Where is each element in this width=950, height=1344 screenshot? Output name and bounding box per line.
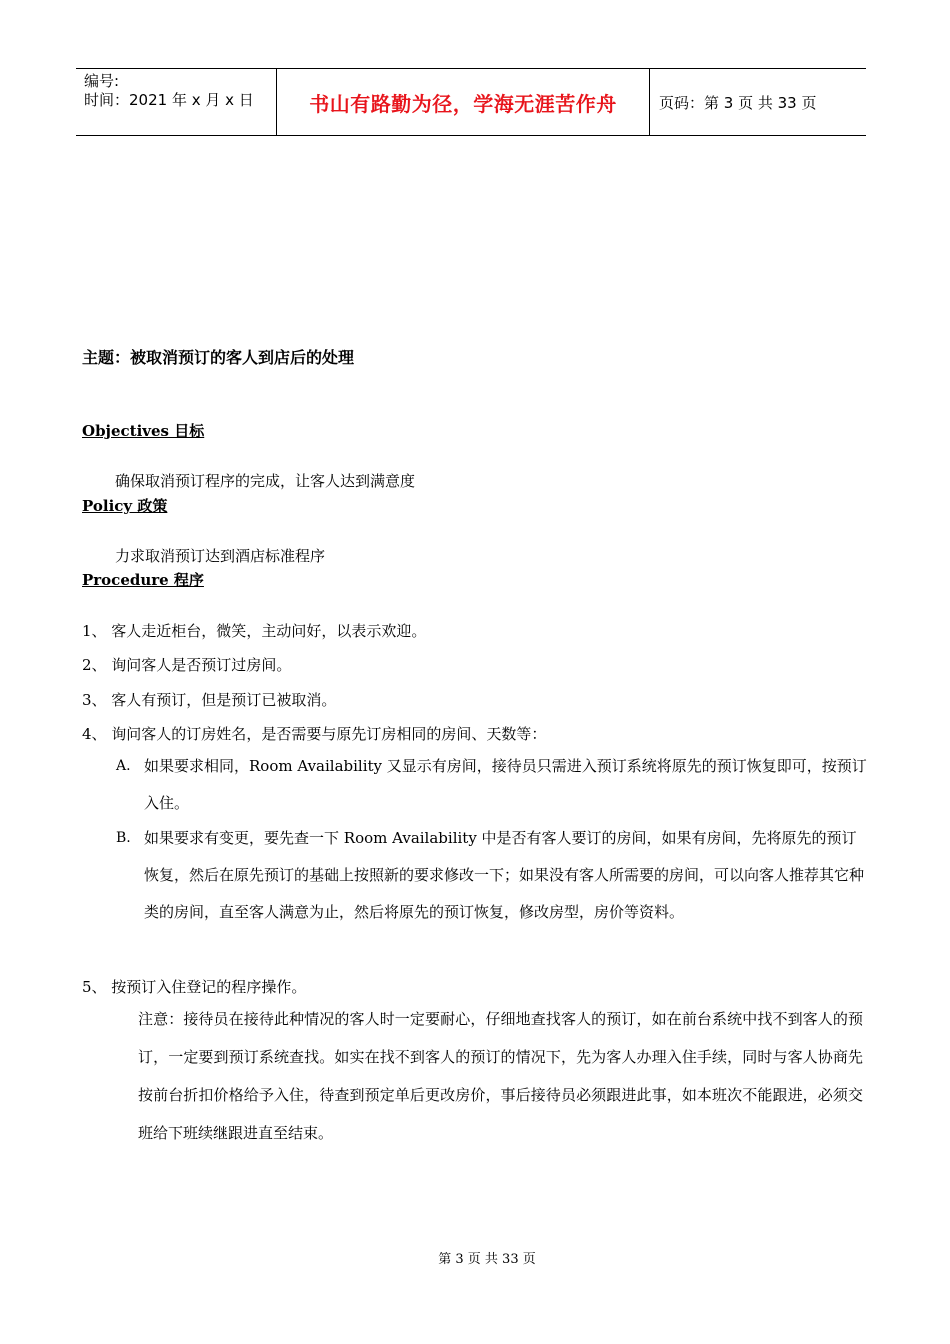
procedure-heading: Procedure 程序 bbox=[82, 571, 204, 589]
substep-a bbox=[116, 748, 871, 822]
policy-text: 力求取消预订达到酒店标准程序 bbox=[115, 547, 326, 565]
substep-text: 如果要求相同，Room Availability 又显示有房间，接待员只需进入预订系统将原先的预订恢复即可，按预订入住。 bbox=[144, 757, 867, 812]
document-header bbox=[76, 68, 866, 136]
number-label: 编号: bbox=[84, 72, 120, 90]
list-item: 2、 询问客人是否预订过房间。 bbox=[82, 656, 292, 674]
substep-marker: B. bbox=[116, 830, 131, 846]
substep-marker: A. bbox=[116, 758, 131, 774]
header-motto: 书山有路勤为径，学海无涯苦作舟 bbox=[277, 69, 650, 135]
list-item: 4、 询问客人的订房姓名，是否需要与原先订房相同的房间、天数等： bbox=[82, 725, 547, 743]
header-info-cell bbox=[76, 69, 277, 135]
objectives-text: 确保取消预订程序的完成，让客人达到满意度 bbox=[115, 472, 416, 490]
page-footer: 第 3 页 共 33 页 bbox=[438, 1252, 536, 1267]
time-label: 时间：2021 年 x 月 x 日 bbox=[84, 91, 254, 109]
note-text: 注意：接待员在接待此种情况的客人时一定要耐心，仔细地查找客人的预订，如在前台系统中找不到客人的预订，一定要到预订系统查找。如实在找不到客人的预订的情况下，先为客人办理入住手续，同时与客人协商先按前台折扣价格给予入住，待查到预定单后更改房价，事后接待员必须跟进此事，如本班次不能跟进，必须交班给下班续继跟进直至结束。 bbox=[138, 1010, 863, 1142]
header-page-code: 页码：第 3 页 共 33 页 bbox=[659, 93, 817, 112]
list-item: 1、 客人走近柜台，微笑，主动问好，以表示欢迎。 bbox=[82, 622, 427, 640]
objectives-heading: Objectives 目标 bbox=[82, 422, 205, 440]
policy-heading: Policy 政策 bbox=[82, 497, 168, 515]
list-item: 3、 客人有预订，但是预订已被取消。 bbox=[82, 691, 337, 709]
page-title: 主题：被取消预订的客人到店后的处理 bbox=[82, 348, 355, 367]
list-item: 5、 按预订入住登记的程序操作。 bbox=[82, 978, 307, 996]
substep-b bbox=[116, 820, 871, 931]
substep-text: 如果要求有变更，要先查一下 Room Availability 中是否有客人要订的房间，如果有房间，先将原先的预订恢复，然后在原先预订的基础上按照新的要求修改一下；如果没有客人所需要的房间，可以向客人推荐其它种类的房间，直至客人满意为止，然后将原先的预订恢复，修改房型，房价等资料。 bbox=[144, 829, 865, 921]
